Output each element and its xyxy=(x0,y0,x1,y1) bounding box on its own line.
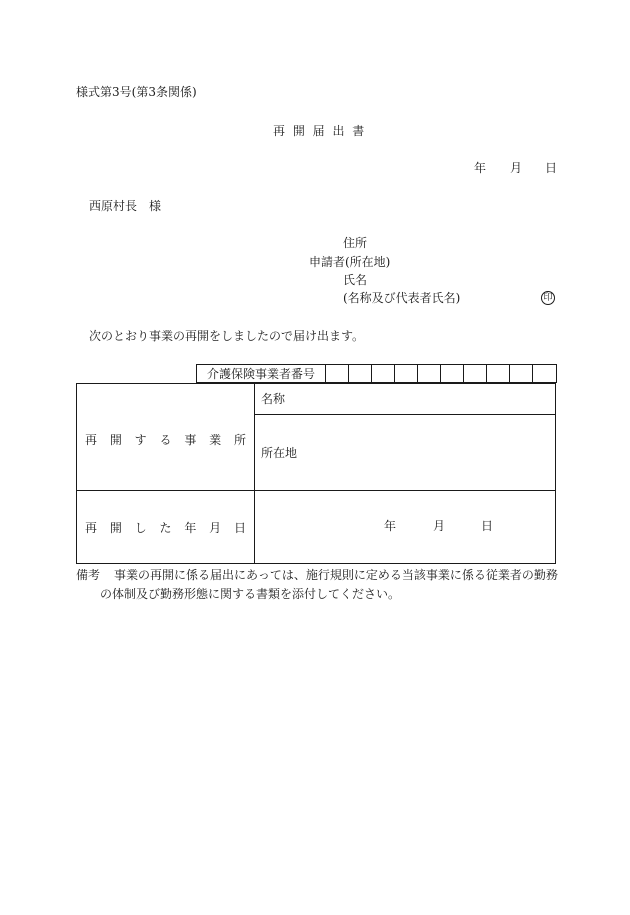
table-divider xyxy=(254,414,555,415)
provider-number-cell[interactable] xyxy=(349,365,372,382)
provider-number-cell[interactable] xyxy=(464,365,487,382)
date-day-label: 日 xyxy=(545,161,558,175)
document-title: 再 開 届 出 書 xyxy=(273,124,367,138)
remarks-label: 備考 xyxy=(76,568,101,582)
date-month-label: 月 xyxy=(510,161,523,175)
business-label: 再 開 す る 事 業 所 xyxy=(85,433,246,447)
business-info-table xyxy=(76,383,556,564)
name-label: 氏名 xyxy=(343,273,368,287)
reopen-date-label: 再 開 し た 年 月 日 xyxy=(85,521,246,535)
provider-number-cell[interactable] xyxy=(395,365,418,382)
name-note: (名称及び代表者氏名) xyxy=(343,291,461,305)
provider-number-cell[interactable] xyxy=(441,365,464,382)
provider-number-cell[interactable] xyxy=(326,365,349,382)
remarks-line-1: 事業の再開に係る届出にあっては、施行規則に定める当該事業に係る従業者の勤務 xyxy=(114,568,558,582)
intro-text: 次のとおり事業の再開をしましたので届け出ます。 xyxy=(89,329,365,343)
provider-number-cell[interactable] xyxy=(510,365,533,382)
table-divider xyxy=(77,490,555,491)
provider-number-cell[interactable] xyxy=(418,365,441,382)
reopen-year-label: 年 xyxy=(384,519,397,533)
provider-number-cell[interactable] xyxy=(533,365,556,382)
seal-mark: 印 xyxy=(541,291,555,305)
remarks-line-2: の体制及び勤務形態に関する書類を添付してください。 xyxy=(100,587,401,601)
table-divider xyxy=(254,384,255,563)
business-name-label: 名称 xyxy=(261,392,286,406)
provider-number-label: 介護保険事業者番号 xyxy=(197,365,326,382)
provider-number-cell[interactable] xyxy=(487,365,510,382)
form-number: 様式第3号(第3条関係) xyxy=(76,85,197,99)
reopen-day-label: 日 xyxy=(481,519,494,533)
addressee: 西原村長 様 xyxy=(89,199,162,213)
applicant-label: 申請者(所在地) xyxy=(309,255,391,269)
provider-number-cell[interactable] xyxy=(372,365,395,382)
date-year-label: 年 xyxy=(474,161,487,175)
reopen-month-label: 月 xyxy=(433,519,446,533)
address-label: 住所 xyxy=(343,236,368,250)
provider-number-row xyxy=(196,364,557,383)
business-location-label: 所在地 xyxy=(261,446,298,460)
